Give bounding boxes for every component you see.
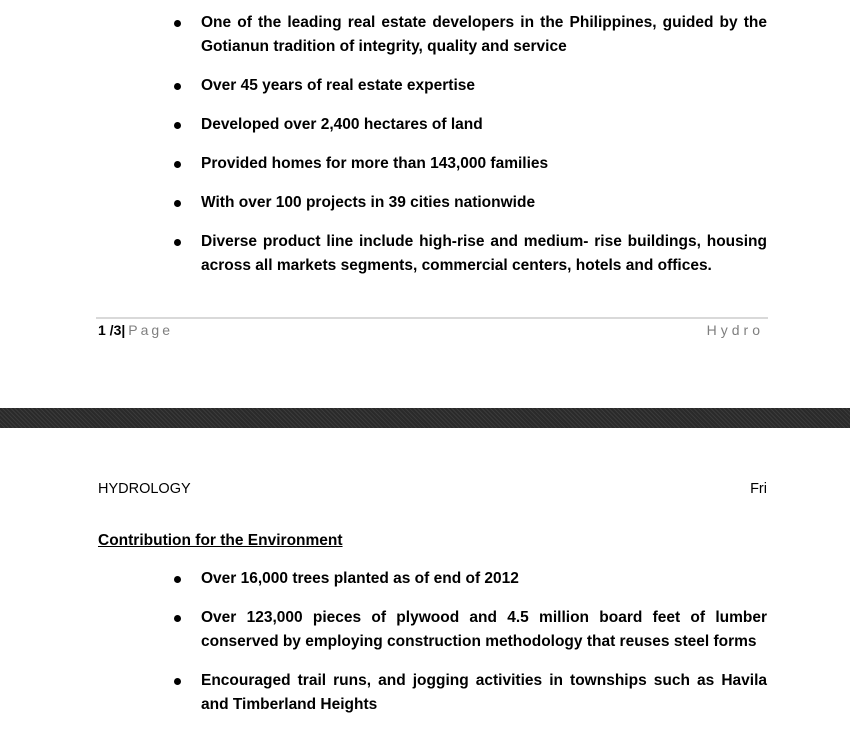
bullet-icon (174, 83, 181, 90)
section-heading: Contribution for the Environment (98, 532, 343, 549)
list-item-text: Developed over 2,400 hectares of land (201, 116, 483, 133)
bullet-icon (174, 20, 181, 27)
bullet-icon (174, 161, 181, 168)
page-label: Page (128, 322, 173, 338)
page-separator (0, 408, 850, 428)
page-footer-number (98, 320, 173, 340)
document-page-2 (0, 428, 850, 730)
list-item-text: Provided homes for more than 143,000 families (201, 155, 549, 172)
list-item (201, 152, 767, 176)
list-item-text: Over 45 years of real estate expertise (201, 77, 476, 94)
list-item-text: With over 100 projects in 39 cities nationwide (201, 194, 536, 211)
bullet-icon (174, 615, 181, 622)
list-item-text: Encouraged trail runs, and jogging activities in townships such as Havila and Timberland Heights (201, 672, 767, 713)
list-item (201, 669, 767, 717)
page-header-title: HYDROLOGY (98, 481, 191, 497)
list-item (201, 74, 767, 98)
footer-right-text: Hydro (706, 322, 764, 338)
bullet-icon (174, 678, 181, 685)
bullet-list (201, 567, 767, 732)
footer-divider (96, 317, 768, 319)
bullet-icon (174, 122, 181, 129)
list-item (201, 191, 767, 215)
list-item (201, 606, 767, 654)
bullet-icon (174, 576, 181, 583)
page-number: 1 /3| (98, 322, 126, 338)
bullet-list (201, 11, 767, 293)
list-item-text: Over 123,000 pieces of plywood and 4.5 million board feet of lumber conserved by employing construction methodology that reuses steel forms (201, 609, 767, 650)
list-item-text: One of the leading real estate developers in the Philippines, guided by the Gotianun tradition of integrity, quality and service (201, 14, 767, 55)
page-header-right: Fri (750, 481, 767, 497)
list-item (201, 567, 767, 591)
list-item-text: Diverse product line include high-rise and medium- rise buildings, housing across all markets segments, commercial centers, hotels and offices. (201, 233, 767, 274)
list-item (201, 113, 767, 137)
list-item (201, 230, 767, 278)
list-item-text: Over 16,000 trees planted as of end of 2012 (201, 570, 519, 587)
bullet-icon (174, 239, 181, 246)
bullet-icon (174, 200, 181, 207)
list-item (201, 11, 767, 59)
